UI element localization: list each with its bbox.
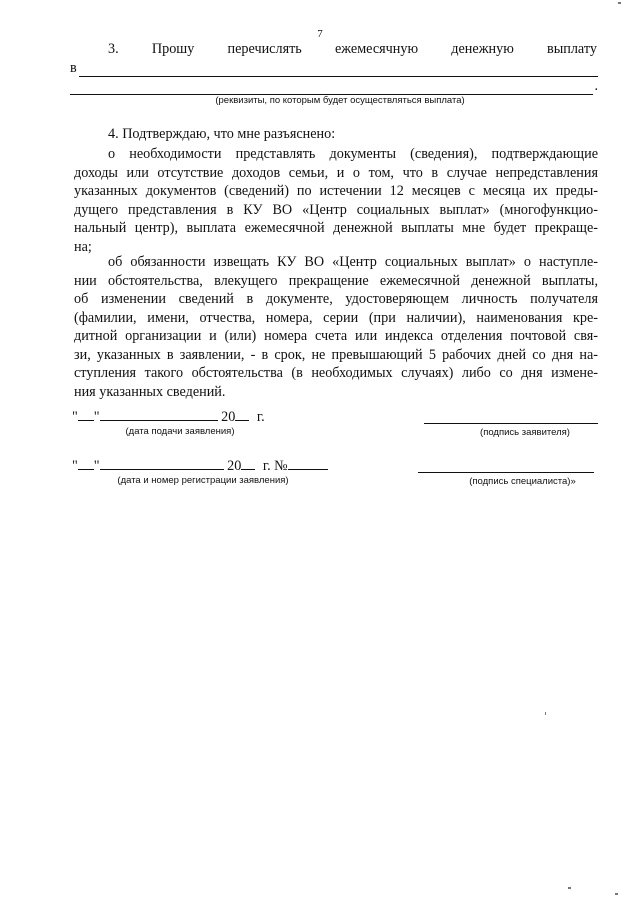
- year-field-1[interactable]: [235, 407, 249, 421]
- para2-line-6: зи, указанных в заявлении, - в срок, не превышающий 5 рабочих дней со дня на-: [74, 346, 598, 363]
- para2-line-3: об изменении сведений в документе, удостоверяющем личность получателя: [74, 291, 598, 307]
- para2-line-4: (фамилии, имени, отчества, номера, серии (при наличии), наименования кре-: [74, 309, 598, 326]
- item3-word-5: денежную: [451, 41, 514, 57]
- item3-details-line-1: [70, 60, 598, 77]
- para1-line-4: дущего представления в КУ ВО «Центр социальных выплат» (многофункцио-: [74, 201, 598, 218]
- item3-word-3: перечислять: [227, 41, 302, 57]
- details-fill-line-1[interactable]: [79, 62, 598, 77]
- para1-line-3: указанных документов (сведений) по истечении 12 месяцев с месяца их преды-: [74, 183, 598, 199]
- quote-open-2: ": [72, 458, 78, 474]
- para1-line-2: доходы или отсутствие доходов семьи, и о том, что в случае непредставления: [74, 164, 598, 181]
- item3-details-line-2: [70, 78, 598, 95]
- date-submitted-caption: (дата подачи заявления): [125, 426, 235, 437]
- para1-line-5: нальный центр), выплата ежемесячной денежной выплаты мне будет прекраще-: [74, 220, 598, 236]
- signature-row-2: [72, 456, 328, 475]
- item3-end-mark: .: [594, 78, 598, 94]
- applicant-signature-caption: (подпись заявителя): [480, 427, 570, 438]
- item4-heading: 4. Подтверждаю, что мне разъяснено:: [108, 126, 336, 142]
- para2-line-5: дитной организации и (или) номера счета или индекса отделения почтовой свя-: [74, 328, 598, 344]
- year-prefix-2: 20: [227, 458, 242, 474]
- registration-caption: (дата и номер регистрации заявления): [117, 475, 289, 486]
- item3-word-6: выплату: [547, 41, 597, 57]
- item3-caption: (реквизиты, по которым будет осуществляться выплата): [215, 95, 465, 106]
- scan-speck: [545, 712, 546, 715]
- applicant-signature-line[interactable]: [424, 422, 598, 424]
- registration-number-field[interactable]: [288, 456, 328, 470]
- para2-line-1: об обязанности извещать КУ ВО «Центр социальных выплат» о наступле-: [108, 254, 598, 270]
- scan-speck: [618, 2, 621, 4]
- day-field-2[interactable]: [78, 456, 94, 470]
- item3-word-2: Прошу: [151, 41, 195, 57]
- para2-line-8: ния указанных сведений.: [74, 383, 226, 400]
- scan-speck: [615, 893, 618, 895]
- specialist-signature-line[interactable]: [418, 471, 594, 473]
- item3-line: [108, 41, 597, 58]
- year-suffix-2: г. №: [262, 458, 288, 474]
- scan-speck: [568, 887, 571, 889]
- item3-word-1: 3.: [108, 41, 119, 57]
- item3-word-4: ежемесячную: [334, 41, 419, 57]
- month-field-2[interactable]: [100, 456, 224, 470]
- day-field-1[interactable]: [78, 407, 94, 421]
- para2-line-7: ступления такого обстоятельства (в необходимых случаях) либо со дня измене-: [74, 365, 598, 381]
- year-prefix-1: 20: [221, 409, 236, 425]
- signature-row-1: [72, 407, 265, 426]
- item4-paragraph-2: [74, 253, 598, 401]
- month-field-1[interactable]: [100, 407, 218, 421]
- item4-paragraph-1: [74, 145, 598, 256]
- para1-line-6: на;: [74, 238, 92, 255]
- quote-close-2: ": [93, 458, 100, 474]
- year-field-2[interactable]: [241, 456, 255, 470]
- para2-line-2: нии обстоятельства, влекущего прекращение ежемесячной денежной выплаты,: [74, 272, 598, 289]
- item3-prefix: в: [70, 60, 77, 76]
- specialist-signature-caption: (подпись специалиста)»: [469, 476, 576, 487]
- para1-line-1: о необходимости представлять документы (сведения), подтверждающие: [108, 146, 598, 162]
- quote-close-1: ": [93, 409, 100, 425]
- quote-open-1: ": [72, 409, 78, 425]
- page-number: 7: [317, 28, 323, 40]
- details-fill-line-2[interactable]: [70, 80, 593, 95]
- year-suffix-1: г.: [256, 409, 265, 425]
